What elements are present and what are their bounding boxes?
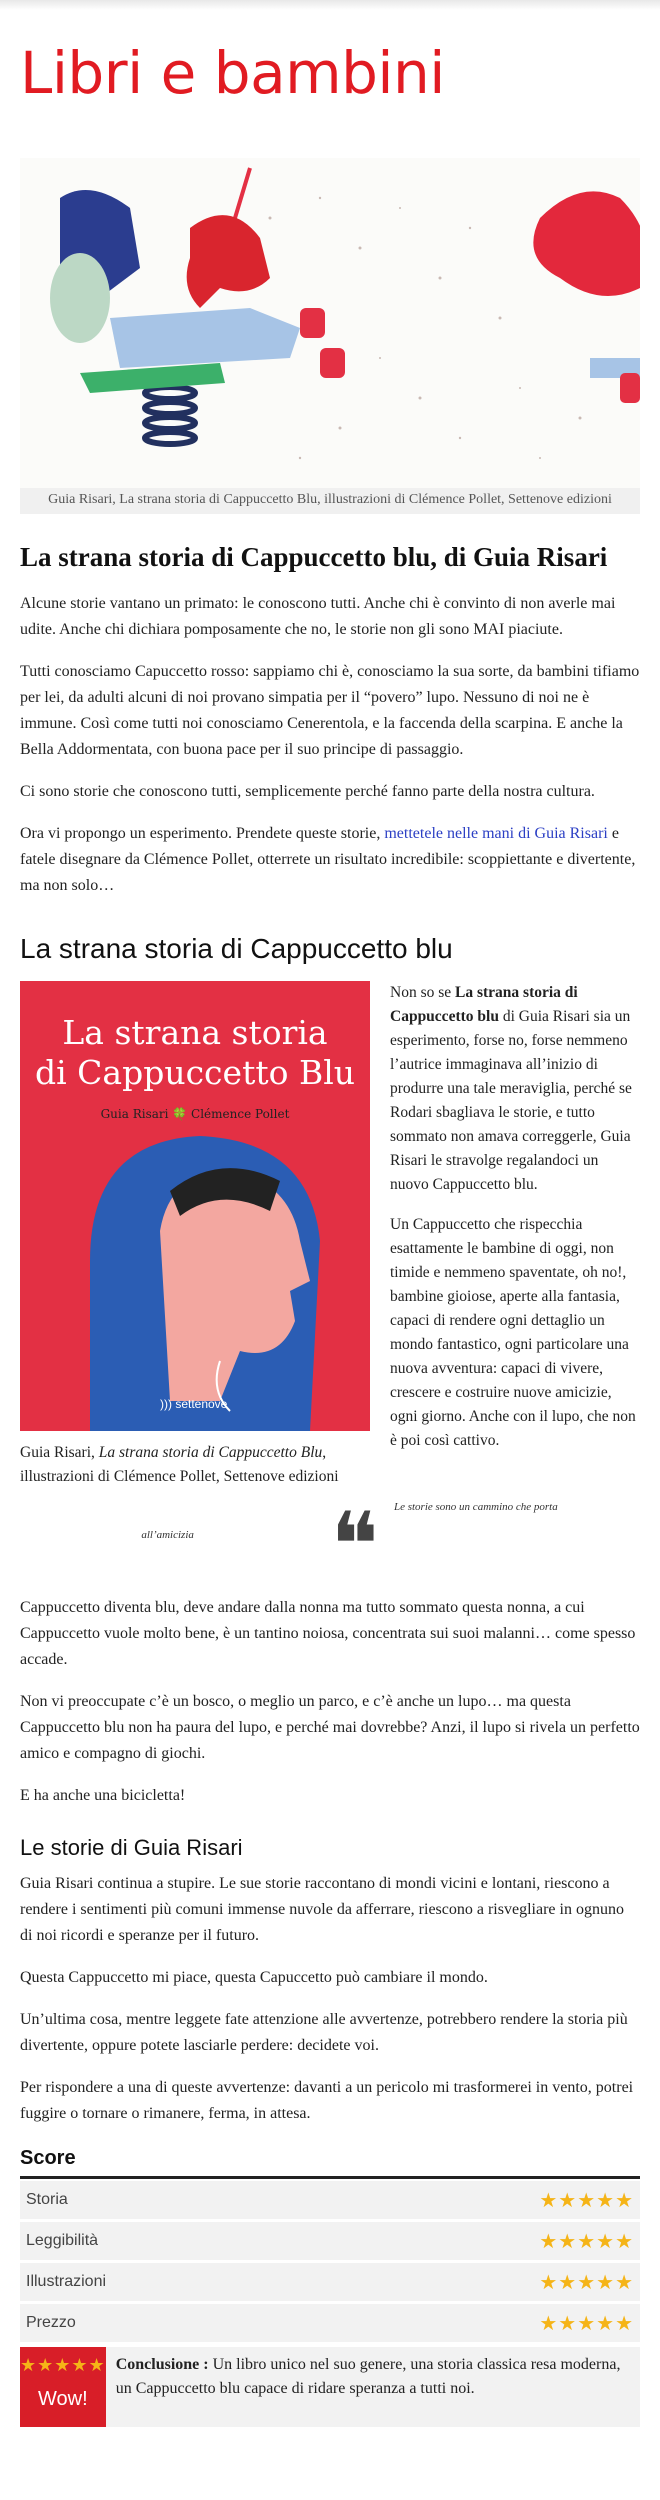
conclusion <box>20 2347 640 2427</box>
stick <box>235 168 250 218</box>
conclusion-text <box>106 2347 640 2427</box>
pull-quote <box>20 1493 640 1598</box>
section-heading-book: La strana storia di Cappuccetto blu <box>20 933 453 964</box>
shoe-1 <box>300 308 325 338</box>
hero-drawing <box>20 158 640 488</box>
conclusion-label: Conclusione : <box>115 2356 209 2373</box>
score-label: Storia <box>26 2191 68 2208</box>
score-row-prezzo <box>20 2304 640 2343</box>
book-cover[interactable] <box>20 981 370 1431</box>
book-paragraph-4: Non vi preoccupate c’è un bosco, o meglio un parco, e c’è anche un lupo… ma questa Cappuccetto blu non ha paura del lupo, e perché mai dovrebbe? Anzi, il lupo si rivela un perfetto amico e compagno di giochi. <box>20 1693 640 1762</box>
conclusion-body: Un libro unico nel suo genere, una storia classica resa moderna, un Cappuccetto blu capace di ridare speranza a tutti noi. <box>115 2356 621 2397</box>
wow-badge <box>20 2347 106 2427</box>
stories-paragraph-2: Questa Cappuccetto mi piace, questa Capuccetto può cambiare il mondo. <box>20 1969 488 1986</box>
intro-paragraph-1: Alcune storie vantano un primato: le conoscono tutti. Anche chi è convinto di non averle mai udite. Anche chi dichiara pomposamente che no, le storie non gli sono MAI piaciute. <box>20 595 616 638</box>
shoe-2 <box>320 348 345 378</box>
cover-publisher: ))) settenove <box>160 1397 228 1411</box>
score-label: Prezzo <box>26 2314 76 2331</box>
quote-icon: ❝ <box>330 1493 379 1598</box>
cover-title-line-1: La strana storia <box>62 1013 328 1052</box>
legs <box>110 308 300 368</box>
book-caption <box>20 1441 370 1489</box>
score-label: Illustrazioni <box>26 2273 107 2290</box>
stories-paragraph-3: Un’ultima cosa, mentre leggete fate attenzione alle avvertenze, potrebbero rendere la storia più divertente, oppure potete lasciarle perdere: decidete voi. <box>20 2011 628 2054</box>
hero-caption: Guia Risari, La strana storia di Cappuccetto Blu, illustrazioni di Clémence Pollet, Settenove edizioni <box>20 488 640 514</box>
side-p1-bold: La strana storia di Cappuccetto blu <box>390 984 578 1025</box>
section-heading-stories: Le storie di Guia Risari <box>20 1835 243 1860</box>
star-rating-icon: ★★★★★ <box>539 2189 634 2212</box>
stories-paragraph-4: Per rispondere a una di queste avvertenze: davanti a un pericolo mi trasformerei in vento, potrei fuggire o tornare o rimanere, ferma, in attesa. <box>20 2079 634 2122</box>
site-title[interactable]: Libri e bambini <box>20 39 445 107</box>
book-paragraph-3: Cappuccetto diventa blu, deve andare dalla nonna ma tutto sommato questa nonna, a cui Cappuccetto vuole molto bene, è un tantino noiosa, concentrata sui suoi malanni… come spesso accade. <box>20 1599 636 1668</box>
spring <box>145 387 195 444</box>
book-caption-title: La strana storia di Cappuccetto Blu <box>98 1444 323 1461</box>
book-caption-before: Guia Risari, <box>20 1444 99 1461</box>
score-row-illustrazioni <box>20 2263 640 2302</box>
hero-illustration <box>20 158 640 488</box>
book-caption-after: , illustrazioni di Clémence Pollet, Settenove edizioni <box>20 1444 339 1485</box>
star-rating-icon: ★★★★★ <box>539 2312 634 2335</box>
p4-text-before: Ora vi propongo un esperimento. Prendete queste storie, <box>20 825 385 842</box>
wow-stars-icon: ★★★★★ <box>20 2355 106 2375</box>
quote-left-text: all’amicizia <box>141 1529 194 1541</box>
star-rating-icon: ★★★★★ <box>539 2230 634 2253</box>
score-row-leggibilita <box>20 2222 640 2261</box>
cover-title-line-2: di Cappuccetto Blu <box>34 1053 356 1092</box>
intro-paragraph-2: Tutti conosciamo Capuccetto rosso: sappiamo chi è, conosciamo la sua sorte, da bambini tifiamo per lei, da adulti alcuni di noi provano simpatia per il “povero” lupo. Nessuno di noi ne è immune. Così come tutti noi conosciamo Cenerentola, e la faccenda della scarpina. E anche la Bella Addormentata, con buona pace per il suo principe di passaggio. <box>20 663 640 758</box>
score-title: Score <box>20 2147 640 2179</box>
score-label: Leggibilità <box>26 2232 99 2249</box>
horse-head <box>187 215 270 308</box>
red-cloud <box>533 191 640 296</box>
side-p1-after: di Guia Risari sia un esperimento, forse no, forse nemmeno l’autrice immaginava all’inizio di produrre una tale meraviglia, perché se Rodari sbagliava le storie, e tutto sommato non amava correggerle, Guia Risari le stravolge regalandoci un nuovo Cappuccetto blu. <box>390 1008 632 1193</box>
wow-label: Wow! <box>38 2388 88 2410</box>
side-p1-before: Non so se <box>390 984 456 1001</box>
star-rating-icon: ★★★★★ <box>539 2271 634 2294</box>
score-row-storia <box>20 2181 640 2220</box>
cover-authors: Guia Risari 🍀 Clémence Pollet <box>100 1107 290 1121</box>
p4-text-after: e fatele disegnare da Clémence Pollet, otterrete un risultato incredibile: scoppiettante e divertente, ma non solo… <box>20 825 636 894</box>
book-paragraph-2: Un Cappuccetto che rispecchia esattamente le bambine di oggi, non timide e nemmeno spaventate, oh no!, bambine gioiose, aperte alla fantasia, capaci di rendere ogni dettaglio un mondo fantastico, ogni particolare una nuova avventura: capaci di vivere, crescere e costruire nuove amicizie, ogni giorno. Anche con il lupo, che non è poi così cattivo. <box>390 1216 636 1449</box>
intro-paragraph-4 <box>20 821 640 899</box>
book-paragraph-1 <box>390 981 640 1197</box>
score-box <box>20 2147 640 2427</box>
stories-paragraph-1: Guia Risari continua a stupire. Le sue storie raccontano di mondi vicini e lontani, riescono a rendere i sentimenti più comuni immense nuvole da afferrare, riescono a risvegliare in ognuno di noi ricordi e speranze per il futuro. <box>20 1875 624 1944</box>
post-title: La strana storia di Cappuccetto blu, di Guia Risari <box>20 542 608 572</box>
backpack <box>50 253 110 343</box>
runner-shoe <box>620 373 640 403</box>
intro-paragraph-3: Ci sono storie che conoscono tutti, semplicemente perché fanno parte della nostra cultura. <box>20 783 595 800</box>
guia-risari-link[interactable]: mettetele nelle mani di Guia Risari <box>384 825 608 842</box>
quote-right-text: Le storie sono un cammino che porta <box>393 1501 558 1513</box>
book-paragraph-5: E ha anche una bicicletta! <box>20 1787 186 1804</box>
cover-portrait <box>20 981 370 1431</box>
top-shadow <box>0 0 660 10</box>
